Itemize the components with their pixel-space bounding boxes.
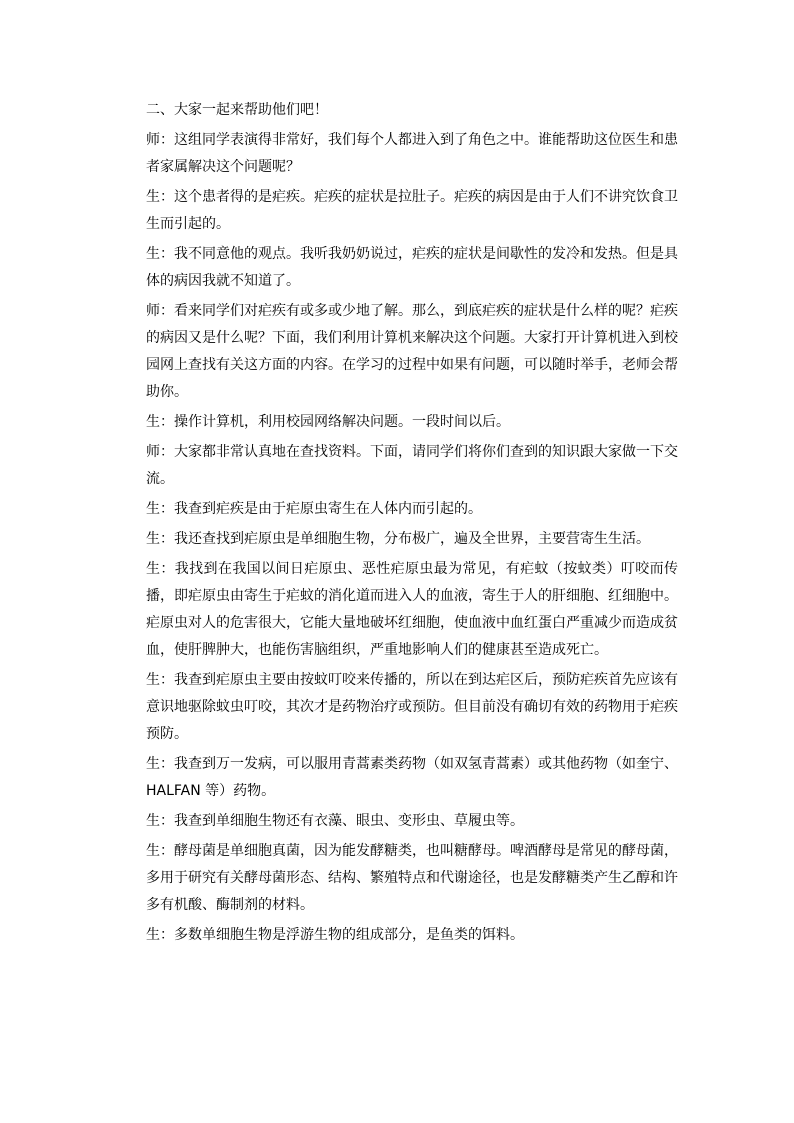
paragraph: 生：多数单细胞生物是浮游生物的组成部分，是鱼类的饵料。 [146, 927, 524, 943]
paragraph: 生：我查到疟疾是由于疟原虫寄生在人体内而引起的。 [146, 501, 482, 517]
paragraph: 生：我找到在我国以间日疟原虫、恶性疟原虫最为常见，有疟蚊（按蚊类）叮咬而传播，即疟原虫由寄生于疟蚊的消化道而进入人的血液，寄生于人的肝细胞、红细胞中。疟原虫对人的危害很大，它能大量地破坏红细胞，使血液中血红蛋白严重减少而造成贫血，使肝脾肿大，也能伤害脑组织，严重地影响人们的健康甚至造成死亡。 [146, 561, 678, 658]
paragraph: 师：看来同学们对疟疾有或多或少地了解。那么，到底疟疾的症状是什么样的呢？疟疾的病因又是什么呢？下面，我们利用计算机来解决这个问题。大家打开计算机进入到校园网上查找有关这方面的内容。在学习的过程中如果有问题，可以随时举手，老师会帮助你。 [146, 303, 678, 400]
paragraph: 生：我不同意他的观点。我听我奶奶说过，疟疾的症状是间歇性的发冷和发热。但是具体的病因我就不知道了。 [146, 246, 678, 289]
document-page [146, 97, 678, 949]
paragraph: 师：大家都非常认真地在查找资料。下面，请同学们将你们查到的知识跟大家做一下交流。 [146, 444, 678, 487]
paragraph: 师：这组同学表演得非常好，我们每个人都进入到了角色之中。谁能帮助这位医生和患者家属解决这个问题呢？ [146, 132, 678, 175]
paragraph: 生：我查到万一发病，可以服用青蒿素类药物（如双氢青蒿素）或其他药物（如奎宁、HALFAN 等）药物。 [146, 756, 678, 799]
paragraph: 生：这个患者得的是疟疾。疟疾的症状是拉肚子。疟疾的病因是由于人们不讲究饮食卫生而引起的。 [146, 189, 678, 232]
paragraph: 生：操作计算机，利用校园网络解决问题。一段时间以后。 [146, 414, 510, 430]
paragraph: 生：我查到疟原虫主要由按蚊叮咬来传播的，所以在到达疟区后，预防疟疾首先应该有意识地驱除蚊虫叮咬，其次才是药物治疗或预防。但目前没有确切有效的药物用于疟疾预防。 [146, 672, 678, 742]
paragraph: 生：我查到单细胞生物还有衣藻、眼虫、变形虫、草履虫等。 [146, 813, 524, 829]
paragraph: 生：酵母菌是单细胞真菌，因为能发酵糖类，也叫糖酵母。啤酒酵母是常见的酵母菌，多用于研究有关酵母菌形态、结构、繁殖特点和代谢途径，也是发酵糖类产生乙醇和许多有机酸、酶制剂的材料。 [146, 843, 678, 913]
section-heading: 二、大家一起来帮助他们吧！ [146, 102, 328, 118]
paragraph: 生：我还查找到疟原虫是单细胞生物，分布极广，遍及全世界，主要营寄生生活。 [146, 531, 650, 547]
